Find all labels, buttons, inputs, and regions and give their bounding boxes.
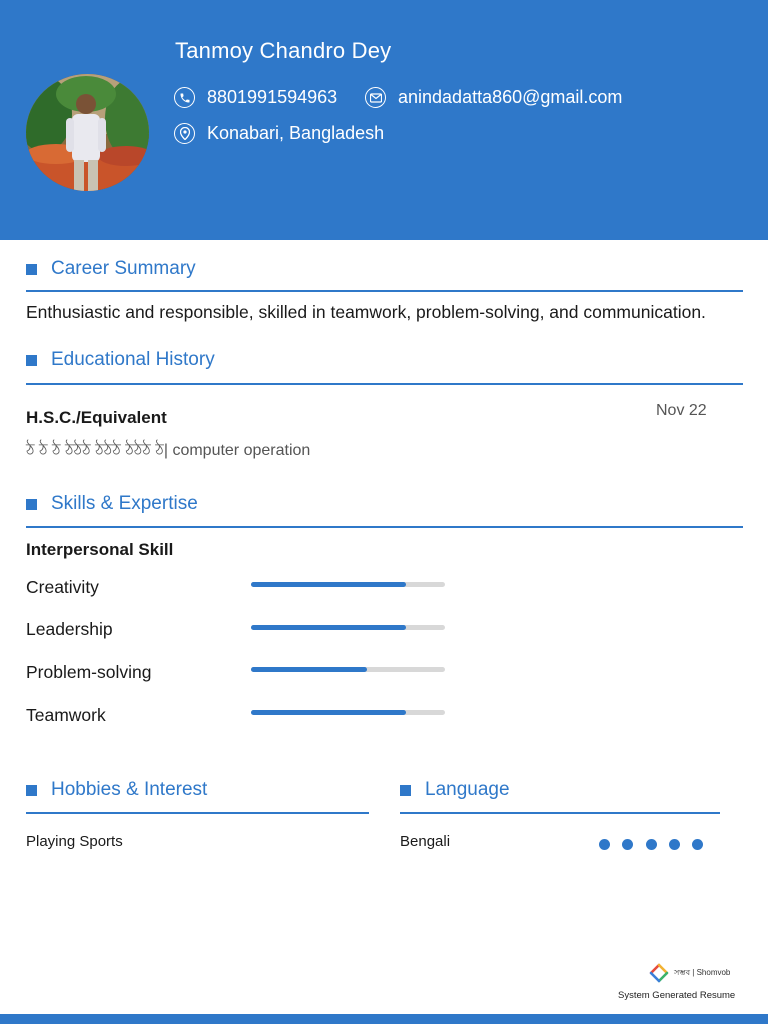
phone-number[interactable]: 8801991594963 [207, 87, 338, 107]
section-divider [26, 812, 369, 814]
education-institution: ঠ ঠ ঠ ঠঠঠ ঠঠঠ ঠঠঠ ঠ| computer operation [26, 442, 311, 459]
section-marker-icon [26, 264, 37, 275]
skill-category: Interpersonal Skill [26, 540, 174, 559]
hobbies-title: Hobbies & Interest [51, 779, 208, 800]
email-address[interactable]: anindadatta860@gmail.com [398, 87, 623, 107]
language-level-dot [646, 839, 657, 850]
career-summary-text: Enthusiastic and responsible, skilled in teamwork, problem-solving, and communication. [26, 302, 706, 322]
contact-phone [174, 87, 337, 108]
email-icon [365, 87, 386, 108]
education-degree: H.S.C./Equivalent [26, 408, 167, 427]
language-item: Bengali [400, 833, 451, 850]
skill-label-creativity: Creativity [26, 577, 99, 597]
skills-title: Skills & Expertise [51, 493, 198, 514]
skill-bar-problem-solving [251, 667, 445, 672]
education-date: Nov 22 [656, 402, 707, 419]
candidate-name: Tanmoy Chandro Dey [175, 38, 392, 63]
section-marker-icon [26, 355, 37, 366]
phone-icon [174, 87, 195, 108]
section-divider [26, 290, 743, 292]
shomvob-brand-text: সম্ভব | Shomvob [674, 967, 731, 977]
profile-photo [26, 74, 149, 191]
skills-heading [26, 493, 198, 515]
section-divider [26, 526, 743, 528]
language-level-dot [692, 839, 703, 850]
skill-bar-creativity [251, 582, 445, 587]
skill-level-fill [251, 625, 406, 630]
language-level-dot [622, 839, 633, 850]
footer-bar [0, 1014, 768, 1024]
language-level-dot [669, 839, 680, 850]
skill-level-fill [251, 710, 406, 715]
language-title: Language [425, 779, 510, 800]
system-generated-note: System Generated Resume [618, 990, 736, 1001]
hobby-item: Playing Sports [26, 833, 123, 850]
contact-email [365, 87, 622, 108]
shomvob-logo [648, 962, 730, 984]
skill-level-fill [251, 667, 367, 672]
skill-bar-teamwork [251, 710, 445, 715]
language-heading [400, 779, 510, 801]
education-title: Educational History [51, 349, 215, 370]
language-proficiency-dots [599, 839, 715, 850]
skill-label-teamwork: Teamwork [26, 705, 106, 725]
section-marker-icon [26, 499, 37, 510]
skill-level-fill [251, 582, 406, 587]
hobbies-heading [26, 779, 207, 801]
skill-label-problem-solving: Problem-solving [26, 662, 152, 682]
career-summary-heading [26, 258, 196, 280]
section-marker-icon [26, 785, 37, 796]
contact-location [174, 123, 384, 144]
skill-label-leadership: Leadership [26, 619, 113, 639]
section-marker-icon [400, 785, 411, 796]
education-heading [26, 349, 215, 371]
career-summary-title: Career Summary [51, 258, 196, 279]
section-divider [26, 383, 743, 385]
profile-photo-illustration [26, 74, 149, 191]
language-level-dot [599, 839, 610, 850]
skill-bar-leadership [251, 625, 445, 630]
location-text: Konabari, Bangladesh [207, 123, 385, 143]
section-divider [400, 812, 720, 814]
location-pin-icon [174, 123, 195, 144]
shomvob-logo-icon [648, 962, 670, 984]
